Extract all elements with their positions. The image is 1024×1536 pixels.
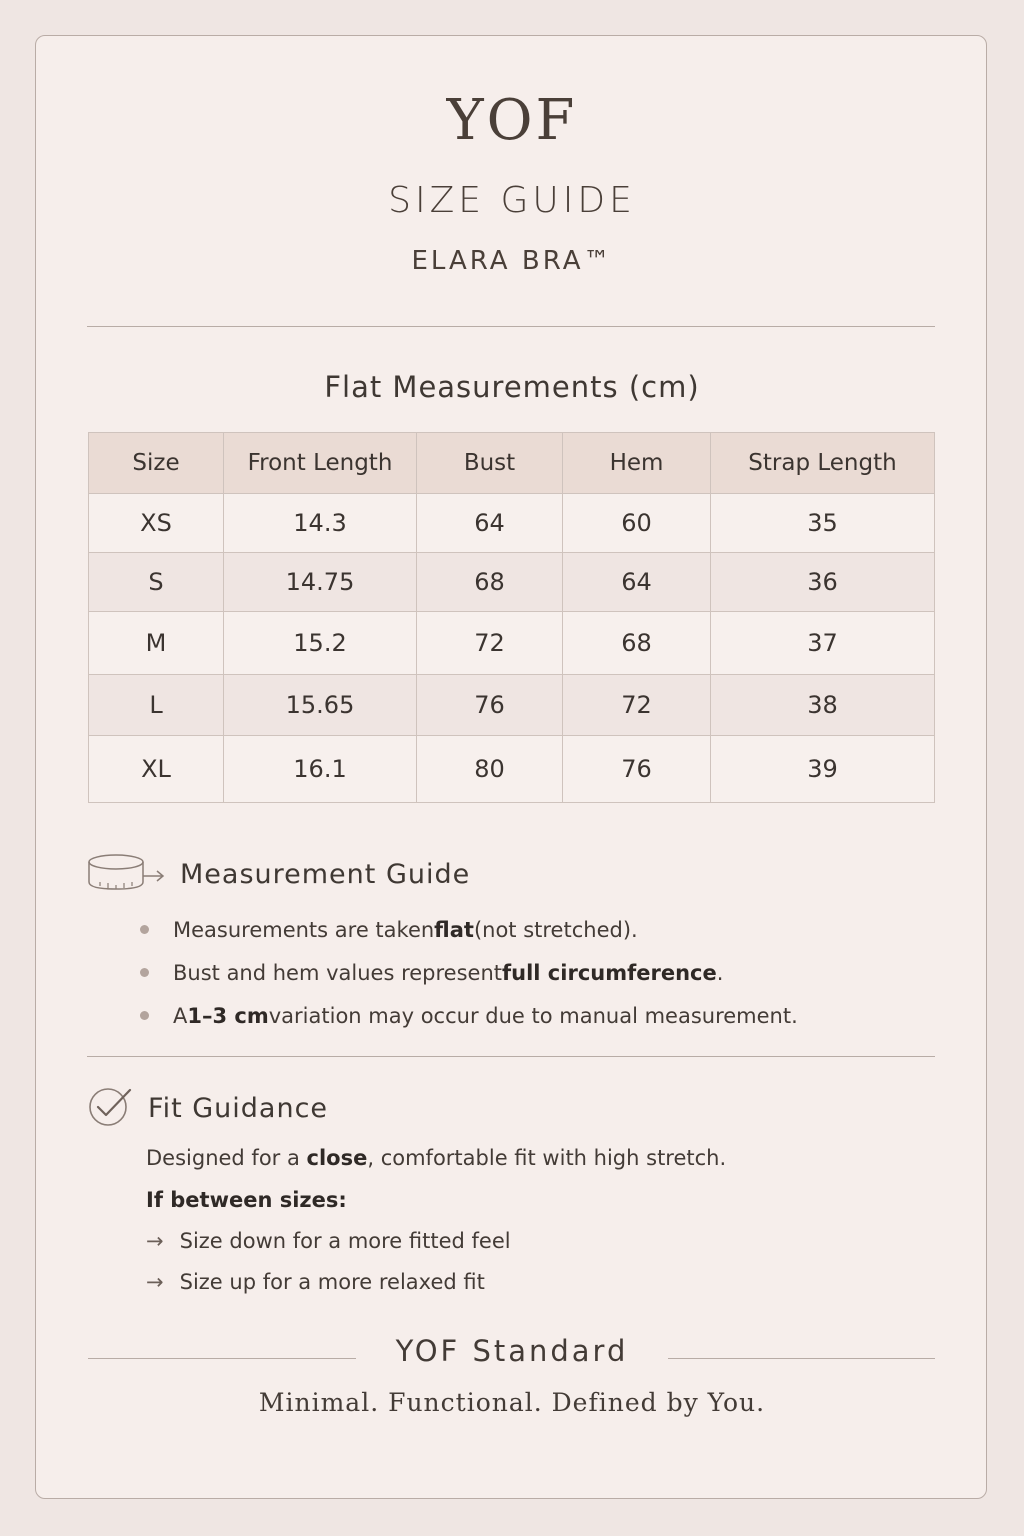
- table-cell: 64: [417, 494, 563, 553]
- between-sizes-label: If between sizes:: [146, 1188, 347, 1212]
- table-row: [89, 612, 935, 675]
- divider: [87, 1056, 935, 1057]
- table-cell: 76: [417, 675, 563, 736]
- table-cell: XS: [89, 494, 224, 553]
- table-cell: 60: [563, 494, 711, 553]
- table-cell: 14.3: [224, 494, 417, 553]
- column-header: Size: [89, 433, 224, 494]
- table-cell: 15.2: [224, 612, 417, 675]
- table-cell: 68: [417, 553, 563, 612]
- table-cell: 64: [563, 553, 711, 612]
- list-item: Bust and hem values represent full circumference .: [140, 951, 798, 994]
- section-title: Measurement Guide: [180, 858, 471, 890]
- table-cell: 76: [563, 736, 711, 803]
- table-cell: 35: [711, 494, 935, 553]
- table-cell: 72: [417, 612, 563, 675]
- section-title: Fit Guidance: [148, 1092, 329, 1124]
- divider: [87, 326, 935, 327]
- table-cell: 68: [563, 612, 711, 675]
- column-header: Strap Length: [711, 433, 935, 494]
- arrow-right-icon: →: [146, 1229, 164, 1253]
- table-row: [89, 736, 935, 803]
- brand-logo: YOF: [446, 88, 578, 153]
- table-cell: 15.65: [224, 675, 417, 736]
- table-cell: 14.75: [224, 553, 417, 612]
- fit-tip: → Size down for a more fitted feel: [146, 1229, 511, 1253]
- measuring-tape-icon: [88, 852, 166, 896]
- page-title: SIZE GUIDE: [388, 180, 636, 221]
- table-cell: 38: [711, 675, 935, 736]
- table-cell: 72: [563, 675, 711, 736]
- table-cell: 16.1: [224, 736, 417, 803]
- table-row: [89, 553, 935, 612]
- check-circle-icon: [88, 1086, 132, 1130]
- table-cell: M: [89, 612, 224, 675]
- table-row: [89, 494, 935, 553]
- fit-guidance-heading: [88, 1086, 328, 1130]
- fit-tip: → Size up for a more relaxed fit: [146, 1270, 485, 1294]
- table-cell: L: [89, 675, 224, 736]
- table-cell: 80: [417, 736, 563, 803]
- measurement-guide-heading: [88, 852, 470, 896]
- table-row: [89, 675, 935, 736]
- column-header: Hem: [563, 433, 711, 494]
- table-header-row: [89, 433, 935, 494]
- column-header: Bust: [417, 433, 563, 494]
- table-cell: 37: [711, 612, 935, 675]
- table-cell: 39: [711, 736, 935, 803]
- column-header: Front Length: [224, 433, 417, 494]
- list-item: Measurements are taken flat (not stretched).: [140, 908, 798, 951]
- product-name: ELARA BRA™: [411, 246, 613, 276]
- fit-description: Designed for a close, comfortable fit with high stretch.: [146, 1146, 727, 1170]
- table-cell: 36: [711, 553, 935, 612]
- arrow-right-icon: →: [146, 1270, 164, 1294]
- table-heading: Flat Measurements (cm): [324, 370, 700, 404]
- standard-title: YOF Standard: [395, 1334, 629, 1368]
- tagline: Minimal. Functional. Defined by You.: [258, 1388, 766, 1417]
- table-cell: S: [89, 553, 224, 612]
- measurement-notes: [140, 908, 798, 1037]
- table-cell: XL: [89, 736, 224, 803]
- size-table: [88, 432, 935, 803]
- list-item: A 1–3 cm variation may occur due to manual measurement.: [140, 994, 798, 1037]
